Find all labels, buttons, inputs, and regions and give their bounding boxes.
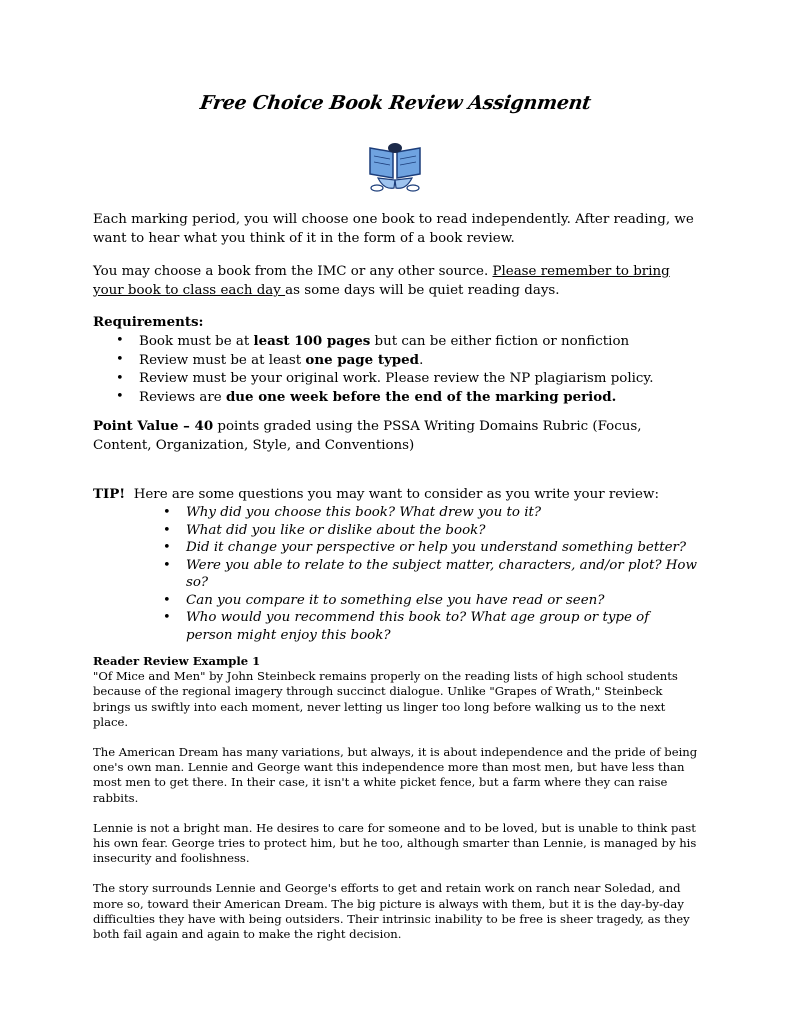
- requirement-item: • Review must be at least one page typed.: [93, 351, 703, 370]
- tip-question: • Can you compare it to something else you have read or seen?: [93, 592, 703, 610]
- tip-label: TIP!: [93, 486, 126, 502]
- example-heading: Reader Review Example 1: [93, 654, 261, 668]
- reading-child-icon: [364, 140, 426, 196]
- tip-question: • Did it change your perspective or help you understand something better?: [93, 539, 703, 557]
- point-value-text: points graded using the PSSA Writing Domains Rubric (Focus, Content, Organization, Style, and Conventions): [93, 419, 642, 453]
- requirements-list: [93, 332, 703, 407]
- source-tail: as some days will be quiet reading days.: [285, 283, 560, 298]
- requirements-heading: Requirements:: [93, 314, 204, 330]
- tip-section: [93, 485, 703, 644]
- source-underlined: Please remember to bring your book to class each day: [93, 264, 670, 298]
- source-lead: You may choose a book from the IMC or any other source.: [93, 264, 493, 279]
- tip-question: • Were you able to relate to the subject matter, characters, and/or plot? How so?: [93, 557, 703, 592]
- requirement-item: • Review must be your original work. Please review the NP plagiarism policy.: [93, 370, 703, 388]
- tip-question: • What did you like or dislike about the book?: [93, 522, 703, 540]
- document-title: Free Choice Book Review Assignment: [198, 92, 593, 114]
- example-paragraph: The story surrounds Lennie and George's efforts to get and retain work on ranch near Soledad, and more so, toward their American Dream. The big picture is always with them, but it is the day-by-day difficulties they have with being outsiders. Their intrinsic inability to be free is sheer tragedy, as they both fail again and again to make the right decision.: [93, 881, 690, 942]
- intro-paragraph: [93, 210, 703, 248]
- tip-questions-list: [93, 504, 703, 644]
- tip-question: • Why did you choose this book? What drew you to it?: [93, 504, 703, 522]
- requirements-section: [93, 313, 703, 407]
- point-value-label: Point Value – 40: [93, 418, 214, 434]
- point-value-paragraph: [93, 417, 703, 455]
- source-paragraph: [93, 262, 703, 300]
- requirement-item: • Reviews are due one week before the end of the marking period.: [93, 388, 703, 407]
- example-paragraph: Lennie is not a bright man. He desires to care for someone and to be loved, but is unable to think past his own fear. George tries to protect him, but he too, although smarter than Lennie, is managed by his insecurity and foolishness.: [93, 820, 697, 866]
- requirement-item: • Book must be at least 100 pages but can be either fiction or nonfiction: [93, 332, 703, 351]
- example-section: [93, 654, 703, 942]
- intro-text: Each marking period, you will choose one book to read independently. After reading, we want to hear what you think of it in the form of a book review.: [93, 212, 694, 246]
- tip-intro: Here are some questions you may want to consider as you write your review:: [125, 487, 659, 502]
- example-paragraph: "Of Mice and Men" by John Steinbeck remains properly on the reading lists of high school students because of the regional imagery through succinct dialogue. Unlike "Grapes of Wrath," Steinbeck brings us swiftly into each moment, never letting us linger too long before walking us to the next place.: [93, 669, 678, 729]
- example-paragraph: The American Dream has many variations, but always, it is about independence and the pride of being one's own man. Lennie and George want this independence more than most men, but have less than most men to get there. In their case, it isn't a white picket fence, but a farm where they can raise rabbits.: [93, 745, 698, 805]
- tip-question: • Who would you recommend this book to? What age group or type of person might enjoy this book?: [93, 609, 703, 644]
